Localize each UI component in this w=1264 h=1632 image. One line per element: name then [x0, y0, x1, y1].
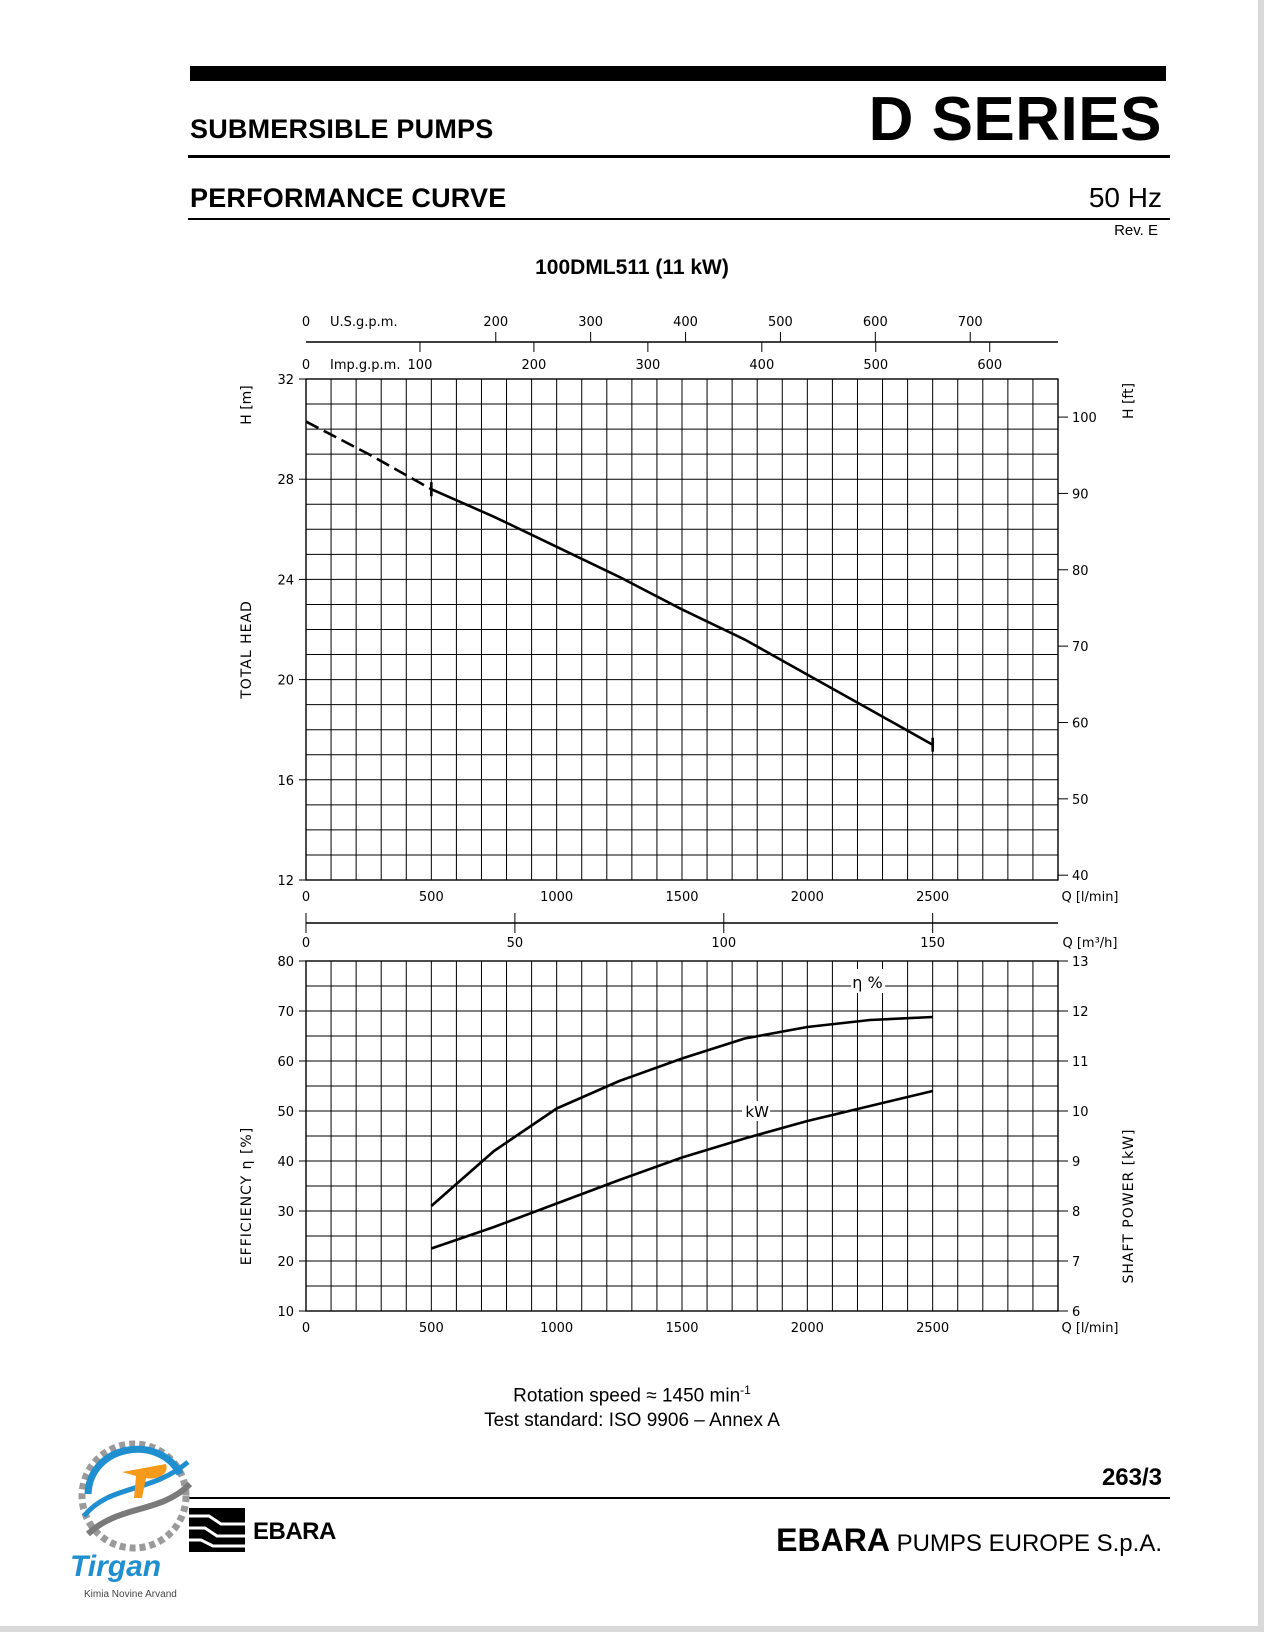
- eff-y-tick-label: 30: [277, 1205, 294, 1220]
- head-ft-tick-label: 100: [1072, 411, 1097, 427]
- kw-tick-label: 8: [1072, 1205, 1081, 1220]
- head-y-tick-label: 12: [277, 874, 294, 889]
- usgpm-zero: 0: [301, 315, 311, 330]
- m3h-tick-label: 0: [301, 936, 311, 951]
- eff-y-tick-label: 20: [277, 1255, 294, 1270]
- head-x-tick-label: 1000: [540, 890, 574, 905]
- head-y-tick-label: 32: [277, 373, 294, 388]
- kw-tick-label: 9: [1072, 1155, 1081, 1170]
- company-bold: EBARA: [776, 1522, 890, 1558]
- eff-y-tick-label: 70: [277, 1005, 294, 1020]
- head-x-axis-label: Q [l/min]: [1061, 890, 1119, 905]
- head-y-tick-label: 28: [277, 473, 294, 489]
- kw-tick-label: 7: [1072, 1255, 1081, 1270]
- kw-tick-label: 12: [1072, 1005, 1089, 1020]
- eff-x-axis-label: Q [l/min]: [1061, 1321, 1119, 1336]
- head-y-axis-label: TOTAL HEAD: [239, 600, 255, 699]
- kw-tick-label: 13: [1072, 955, 1089, 970]
- head-y-unit-label: H [m]: [239, 385, 255, 425]
- impgpm-tick-label: 100: [407, 358, 433, 373]
- tirgan-subtitle: Kimia Novine Arvand: [84, 1589, 177, 1600]
- head-ft-tick-label: 80: [1072, 563, 1089, 579]
- series-title: D SERIES: [868, 85, 1162, 154]
- eff-x-tick-label: 2000: [790, 1321, 824, 1336]
- section-title: PERFORMANCE CURVE: [190, 183, 507, 213]
- eff-x-tick-label: 0: [301, 1321, 311, 1336]
- rotation-speed: [0, 1383, 1264, 1407]
- head-x-tick-label: 2000: [790, 890, 824, 905]
- head-ft-tick-label: 40: [1072, 869, 1089, 885]
- impgpm-tick-label: 200: [521, 358, 547, 373]
- usgpm-tick-label: 500: [768, 315, 793, 330]
- power-y-axis-label: SHAFT POWER [kW]: [1121, 1128, 1137, 1284]
- head-y-tick-label: 20: [277, 673, 294, 689]
- frequency-label: 50 Hz: [1088, 182, 1162, 213]
- head-y-tick-label: 16: [277, 773, 294, 789]
- m3h-tick-label: 100: [711, 936, 737, 951]
- company-name: [776, 1522, 1162, 1559]
- eff-y-tick-label: 80: [277, 955, 294, 970]
- usgpm-tick-label: 200: [483, 315, 509, 330]
- head-y-tick-label: 24: [277, 573, 294, 589]
- impgpm-tick-label: 400: [749, 358, 775, 373]
- company-rest: PUMPS EUROPE S.p.A.: [889, 1530, 1162, 1557]
- head-ft-tick-label: 70: [1072, 640, 1089, 656]
- head-y-right-unit-label: H [ft]: [1121, 382, 1137, 420]
- head-x-tick-label: 0: [301, 890, 311, 905]
- footer-rule: [188, 1497, 1170, 1499]
- category-title: SUBMERSIBLE PUMPS: [190, 114, 494, 144]
- m3h-axis-label: Q [m³/h]: [1062, 936, 1118, 951]
- head-x-tick-label: 2500: [916, 890, 950, 905]
- eff-y-tick-label: 50: [277, 1105, 294, 1120]
- tirgan-watermark: [70, 1424, 200, 1604]
- eff-y-tick-label: 60: [277, 1055, 294, 1070]
- head-x-tick-label: 1500: [665, 890, 699, 905]
- impgpm-axis-label: Imp.g.p.m.: [330, 358, 401, 373]
- revision-label: Rev. E: [1114, 222, 1158, 239]
- impgpm-tick-label: 600: [977, 358, 1003, 373]
- tirgan-name: Tirgan: [70, 1550, 162, 1583]
- kw-tick-label: 6: [1072, 1305, 1081, 1320]
- eff-y-tick-label: 40: [277, 1155, 294, 1170]
- power-series-label: kW: [745, 1103, 769, 1121]
- eff-x-tick-label: 2500: [916, 1321, 950, 1336]
- eff-x-tick-label: 500: [418, 1321, 444, 1336]
- eff-x-tick-label: 1500: [665, 1321, 699, 1336]
- page-number: 263/3: [1101, 1464, 1162, 1491]
- rotation-speed-exp: -1: [740, 1383, 751, 1397]
- head-x-tick-label: 500: [418, 890, 444, 905]
- eff-y-axis-label: EFFICIENCY η [%]: [239, 1126, 255, 1266]
- kw-tick-label: 11: [1072, 1055, 1089, 1070]
- usgpm-axis-label: U.S.g.p.m.: [330, 315, 398, 330]
- head-ft-tick-label: 90: [1072, 487, 1089, 503]
- head-ft-tick-label: 50: [1072, 792, 1089, 808]
- impgpm-tick-label: 300: [635, 358, 661, 373]
- rotation-speed-text: Rotation speed ≈ 1450 min: [513, 1385, 741, 1407]
- head-ft-tick-label: 60: [1072, 716, 1089, 732]
- impgpm-tick-label: 500: [863, 358, 889, 373]
- usgpm-tick-label: 700: [957, 315, 983, 330]
- test-standard: Test standard: ISO 9906 – Annex A: [484, 1410, 780, 1431]
- tirgan-logo-icon: [70, 1424, 200, 1564]
- usgpm-tick-label: 400: [673, 315, 698, 330]
- usgpm-tick-label: 600: [862, 315, 888, 330]
- m3h-tick-label: 50: [506, 936, 524, 951]
- efficiency-series-label: η %: [852, 973, 883, 992]
- kw-tick-label: 10: [1072, 1105, 1089, 1120]
- m3h-tick-label: 150: [920, 936, 946, 951]
- ebara-logo: [189, 1508, 349, 1552]
- eff-x-tick-label: 1000: [540, 1321, 574, 1336]
- impgpm-zero: 0: [301, 358, 311, 373]
- ebara-logo-text: EBARA: [253, 1518, 336, 1545]
- eff-y-tick-label: 10: [277, 1305, 294, 1320]
- model-title: 100DML511 (11 kW): [535, 256, 729, 279]
- usgpm-tick-label: 300: [578, 315, 604, 330]
